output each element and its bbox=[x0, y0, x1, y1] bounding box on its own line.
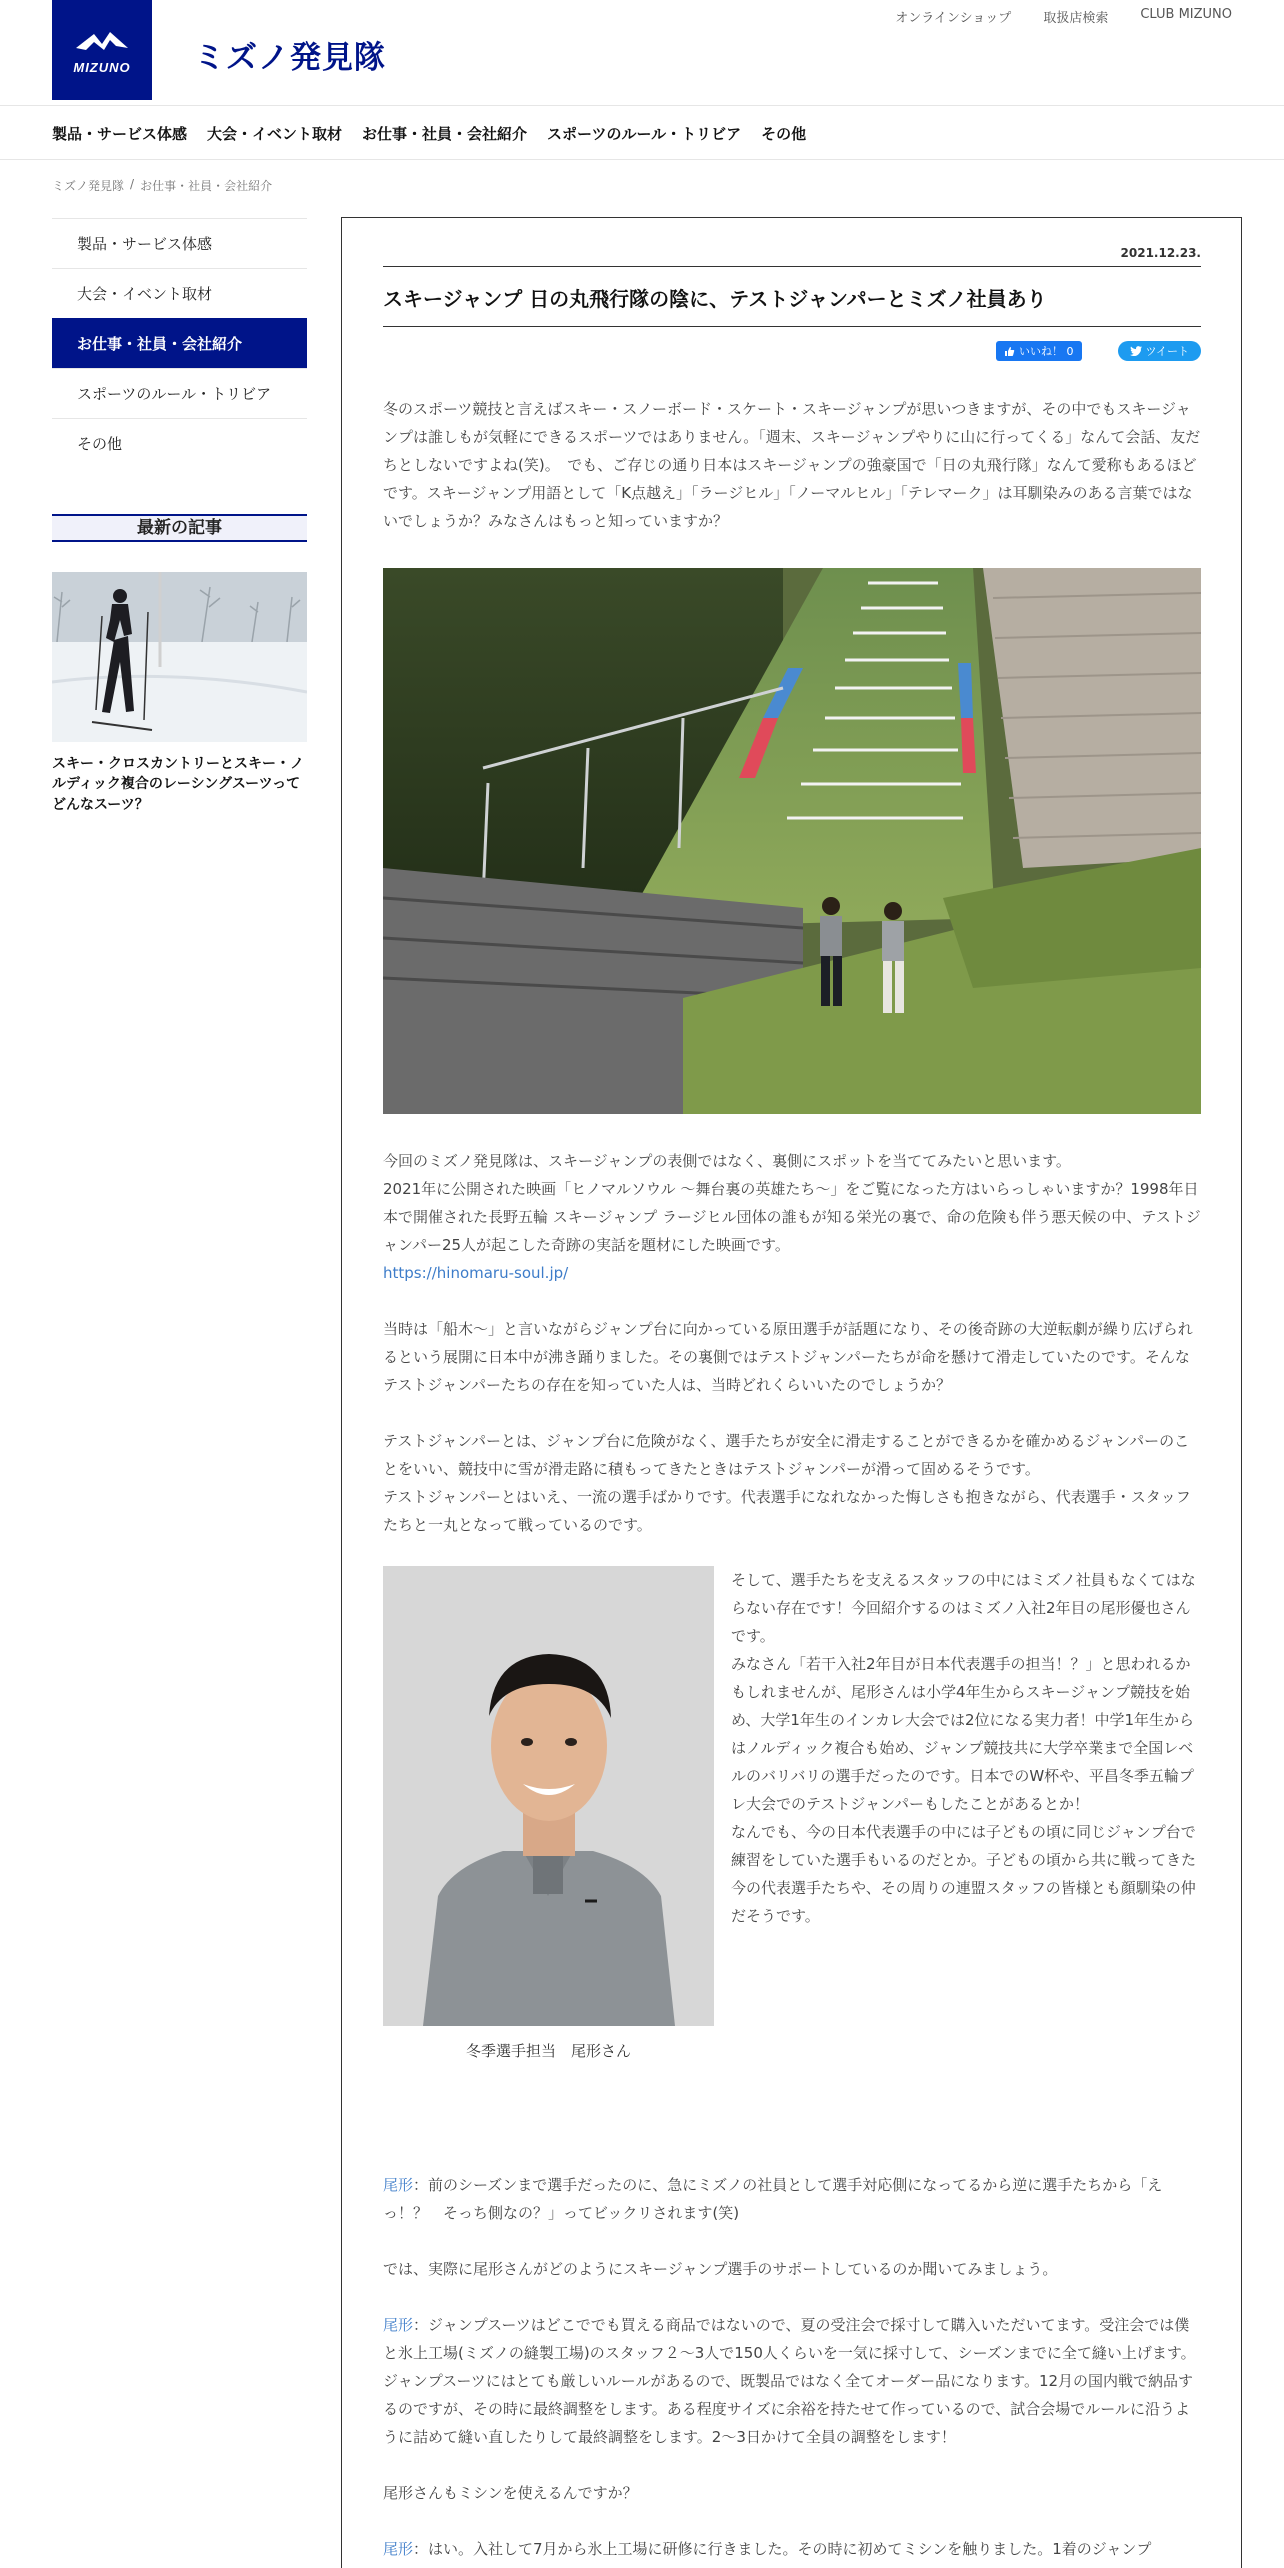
site-title[interactable]: ミズノ発見隊 bbox=[194, 40, 386, 76]
history-paragraph: 当時は「船木～」と言いながらジャンプ台に向かっている原田選手が話題になり、その後奇跡の大逆転劇が繰り広げられるという展開に日本中が沸き踊りました。その裏側ではテストジャンパーたちが命を懸けて滑走していたのです。そんなテストジャンパーたちの存在を知っていた人は、当時どれくらいいたのでしょうか？ bbox=[383, 1320, 1193, 1394]
profile-line-2: みなさん「若干入社2年目が日本代表選手の担当！？」と思われるかもしれませんが、尾形さんは小学4年生からスキージャンプ競技を始め、大学1年生のインカレ大会では2位になる実力者！中学1年生からはノルディック複合も始め、ジャンプ競技共に大学卒業まで全国レベルのバリバリの選手だったのです。日本でのW杯や、平昌冬季五輪プレ大会でのテストジャンパーもしたことがあるとか！ bbox=[731, 1655, 1195, 1813]
qa-question-1: では、実際に尾形さんがどのようにスキージャンプ選手のサポートしているのか聞いてみましょう。 bbox=[383, 2260, 1058, 2278]
profile-section bbox=[383, 1566, 1201, 2061]
ski-jump-photo bbox=[383, 568, 1201, 1114]
club-mizuno-link[interactable]: CLUB MIZUNO bbox=[1140, 7, 1232, 22]
interview-section bbox=[383, 2171, 1201, 2563]
movie-paragraph-line-1: 今回のミズノ発見隊は、スキージャンプの表側ではなく、裏側にスポットを当ててみたいと思います。 bbox=[383, 1152, 1071, 1170]
speaker-label: 尾形 bbox=[383, 2540, 414, 2558]
profile-line-3: なんでも、今の日本代表選手の中には子どもの頃に同じジャンプ台で練習をしていた選手もいるのだとか。子どもの頃から共に戦ってきた今の代表選手たちや、その周りの連盟スタッフの皆様とも顔馴染の仲だそうです。 bbox=[731, 1823, 1197, 1925]
movie-link[interactable]: https://hinomaru-soul.jp/ bbox=[383, 1264, 569, 1282]
sidebar-item-products[interactable]: 製品・サービス体感 bbox=[52, 218, 307, 268]
site-header bbox=[0, 0, 1284, 106]
latest-article-thumbnail[interactable] bbox=[52, 572, 307, 742]
movie-paragraph-line-2: 2021年に公開された映画「ヒノマルソウル ～舞台裏の英雄たち～」をご覧になった方はいらっしゃいますか？1998年日本で開催された長野五輪 スキージャンプ ラージヒル団体の誰もが知る栄光の裏で、命の危険も伴う悪天候の中、テストジャンパー25人が起こした奇跡の実話を題材にした映画です。 bbox=[383, 1180, 1201, 1254]
qa-answer-3 bbox=[383, 2535, 1201, 2563]
qa-question-2: 尾形さんもミシンを使えるんですか？ bbox=[383, 2484, 638, 2502]
twitter-bird-icon bbox=[1130, 346, 1142, 356]
latest-article-title[interactable]: スキー・クロスカントリーとスキー・ノルディック複合のレーシングスーツってどんなスーツ？ bbox=[52, 756, 304, 813]
qa-text: ：前のシーズンまで選手だったのに、急にミズノの社員として選手対応側になってるから逆に選手たちから「えっ！？ そっち側なの？」ってビックリされます(笑) bbox=[383, 2176, 1163, 2222]
tweet-button[interactable] bbox=[1118, 341, 1201, 361]
profile-line-1: そして、選手たちを支えるスタッフの中にはミズノ社員もなくてはならない存在です！今回紹介するのはミズノ入社2年目の尾形優也さんです。 bbox=[731, 1571, 1196, 1645]
breadcrumb-separator: / bbox=[130, 177, 135, 191]
sidebar-item-other[interactable]: その他 bbox=[52, 418, 307, 468]
share-buttons bbox=[383, 341, 1201, 361]
sidebar bbox=[52, 218, 307, 815]
sidebar-item-rules[interactable]: スポーツのルール・トリビア bbox=[52, 368, 307, 418]
like-label: いいね！ 0 bbox=[1019, 345, 1074, 358]
portrait-photo bbox=[383, 1566, 714, 2026]
profile-photo bbox=[383, 1566, 714, 2026]
utility-links bbox=[895, 7, 1232, 26]
movie-paragraph bbox=[383, 1147, 1201, 1287]
intro-paragraph: 冬のスポーツ競技と言えばスキー・スノーボード・スケート・スキージャンプが思いつきますが、その中でもスキージャンプは誰しもが気軽にできるスポーツではありません。「週末、スキージャンプやりに山に行ってくる」なんて会話、友だちとしないですよね(笑)。 でも、ご存じの通り日本はスキージャンプの強豪国で「日の丸飛行隊」なんて愛称もあるほどです。スキージャンプ用語として「K点越え」「ラージヒル」「ノーマルヒル」「テレマーク」は耳馴染みのある言葉ではないでしょうか？みなさんはもっと知っていますか？ bbox=[383, 400, 1201, 530]
gnav-item-rules[interactable]: スポーツのルール・トリビア bbox=[547, 125, 742, 143]
thumbs-up-icon bbox=[1004, 346, 1015, 357]
gnav-item-events[interactable]: 大会・イベント取材 bbox=[207, 125, 343, 143]
test-jumper-line-1: テストジャンパーとは、ジャンプ台に危険がなく、選手たちが安全に滑走することができるかを確かめるジャンパーのことをいい、競技中に雪が滑走路に積もってきたときはテストジャンパーが滑って固めるそうです。 bbox=[383, 1432, 1190, 1478]
breadcrumb bbox=[52, 177, 272, 194]
qa-answer-1 bbox=[383, 2171, 1201, 2227]
qa-text: ：ジャンプスーツはどこででも買える商品ではないので、夏の受注会で採寸して購入いただいてます。受注会では僕と氷上工場(ミズノの縫製工場)のスタッフ２～3人で150人くらいを一気に採寸して、シーズンまでに全て縫い上げます。ジャンプスーツにはとても厳しいルールがあるので、既製品ではなく全てオーダー品になります。12月の国内戦で納品するのですが、その時に最終調整をします。ある程度サイズに余裕を持たせて作っているので、試合会場でルールに沿うように詰めて縫い直したりして最終調整をします。2～3日かけて全員の調整をします！ bbox=[383, 2316, 1196, 2446]
qa-text: ：はい。入社して7月から氷上工場に研修に行きました。その時に初めてミシンを触りました。1着のジャンプ bbox=[413, 2540, 1152, 2558]
qa-answer-2 bbox=[383, 2311, 1201, 2451]
profile-caption: 冬季選手担当 尾形さん bbox=[465, 2042, 631, 2060]
breadcrumb-home[interactable]: ミズノ発見隊 bbox=[52, 179, 125, 193]
speaker-label: 尾形 bbox=[383, 2316, 414, 2334]
sidebar-item-events[interactable]: 大会・イベント取材 bbox=[52, 268, 307, 318]
tweet-label: ツイート bbox=[1145, 345, 1189, 358]
facebook-like-button[interactable] bbox=[996, 341, 1082, 361]
sidebar-item-work[interactable]: お仕事・社員・会社紹介 bbox=[52, 318, 307, 368]
article bbox=[341, 217, 1242, 2568]
article-title: スキージャンプ 日の丸飛行隊の陰に、テストジャンパーとミズノ社員あり bbox=[383, 267, 1201, 327]
global-nav bbox=[0, 106, 1284, 160]
runbird-icon bbox=[72, 26, 132, 56]
gnav-item-products[interactable]: 製品・サービス体感 bbox=[52, 125, 188, 143]
test-jumper-line-2: テストジャンパーとはいえ、一流の選手ばかりです。代表選手になれなかった悔しさも抱きながら、代表選手・スタッフたちと一丸となって戦っているのです。 bbox=[383, 1488, 1191, 1534]
latest-articles-heading: 最新の記事 bbox=[52, 514, 307, 542]
store-search-link[interactable]: 取扱店検索 bbox=[1043, 11, 1109, 26]
breadcrumb-current[interactable]: お仕事・社員・会社紹介 bbox=[140, 179, 273, 193]
mizuno-logo[interactable] bbox=[52, 0, 152, 100]
online-shop-link[interactable]: オンラインショップ bbox=[895, 11, 1012, 26]
gnav-item-other[interactable]: その他 bbox=[761, 125, 807, 143]
profile-text bbox=[731, 1566, 1201, 2061]
article-date: 2021.12.23. bbox=[383, 246, 1201, 267]
hero-image bbox=[383, 568, 1201, 1114]
test-jumper-paragraph bbox=[383, 1427, 1201, 1539]
skier-photo bbox=[52, 572, 307, 742]
speaker-label: 尾形 bbox=[383, 2176, 414, 2194]
logo-text: MIZUNO bbox=[73, 59, 131, 75]
gnav-item-work[interactable]: お仕事・社員・会社紹介 bbox=[362, 125, 528, 143]
